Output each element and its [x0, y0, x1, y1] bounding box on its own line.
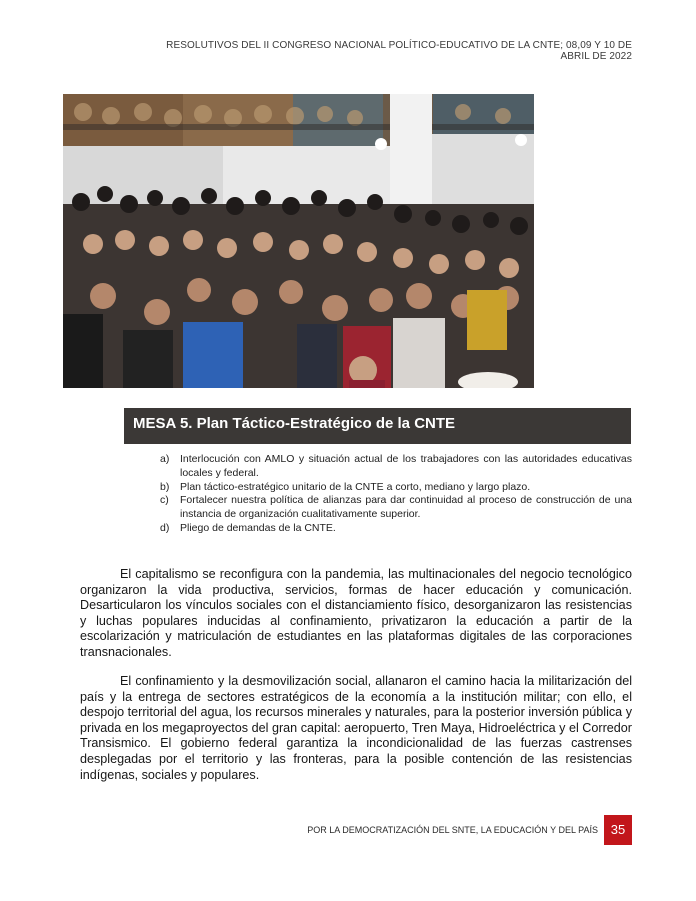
agenda-list	[160, 453, 632, 536]
agenda-item	[160, 453, 632, 481]
agenda-item-text: Plan táctico-estratégico unitario de la CNTE a corto, mediano y largo plazo.	[180, 480, 531, 493]
body-paragraph: El confinamiento y la desmovilización social, allanaron el camino hacia la militarización del país y la entrega de sectores estratégicos de la economía a la institución militar; con ello, el despojo territorial del agua, los recursos minerales y naturales, para la posterior inversión pública y privada en los megaproyectos del gran capital: aeropuerto, Tren Maya, Hidroeléctrica y el Corredor Transismico. El gobierno federal garantiza la incondicionalidad de las fuerzas castrenses desplegadas por el territorio y las fronteras, para la posible contención de las resistencias indígenas, sociales y populares.	[80, 674, 632, 782]
list-marker: c)	[160, 494, 169, 507]
agenda-item-text: Interlocución con AMLO y situación actual de los trabajadores con las autoridades educativas locales y federal.	[180, 453, 632, 479]
agenda-item	[160, 481, 632, 495]
list-marker: a)	[160, 453, 170, 465]
assembly-photo	[63, 94, 534, 388]
page-number-badge: 35	[604, 815, 632, 845]
body-paragraph: El capitalismo se reconfigura con la pandemia, las multinacionales del negocio tecnológico organizaron la vida productiva, servicios, formas de hacer educación y comunicación. Desarticularon los vínculos sociales con el distanciamiento físico, desorganizaron las resistencias y luchas populares inducidas al confinamiento, privatizaron la educación a partir de la escolarización y matriculación de estudiantes en las plataformas digitales de las corporaciones transnacionales.	[80, 567, 632, 659]
list-marker: d)	[160, 521, 170, 534]
list-marker: b)	[160, 480, 170, 493]
agenda-item-text: Fortalecer nuestra política de alianzas para dar continuidad al proceso de construcción de una instancia de organización cualitativamente superior.	[180, 494, 632, 521]
agenda-item-text: Pliego de demandas de la CNTE.	[180, 521, 336, 534]
section-heading: MESA 5. Plan Táctico-Estratégico de la CNTE	[124, 408, 631, 444]
agenda-item	[160, 494, 632, 522]
agenda-item	[160, 522, 632, 536]
running-header: RESOLUTIVOS DEL II CONGRESO NACIONAL POLÍTICO-EDUCATIVO DE LA CNTE; 08,09 Y 10 DE ABRIL DE 2022	[166, 40, 632, 62]
running-footer: POR LA DEMOCRATIZACIÓN DEL SNTE, LA EDUCACIÓN Y DEL PAÍS	[307, 825, 598, 835]
